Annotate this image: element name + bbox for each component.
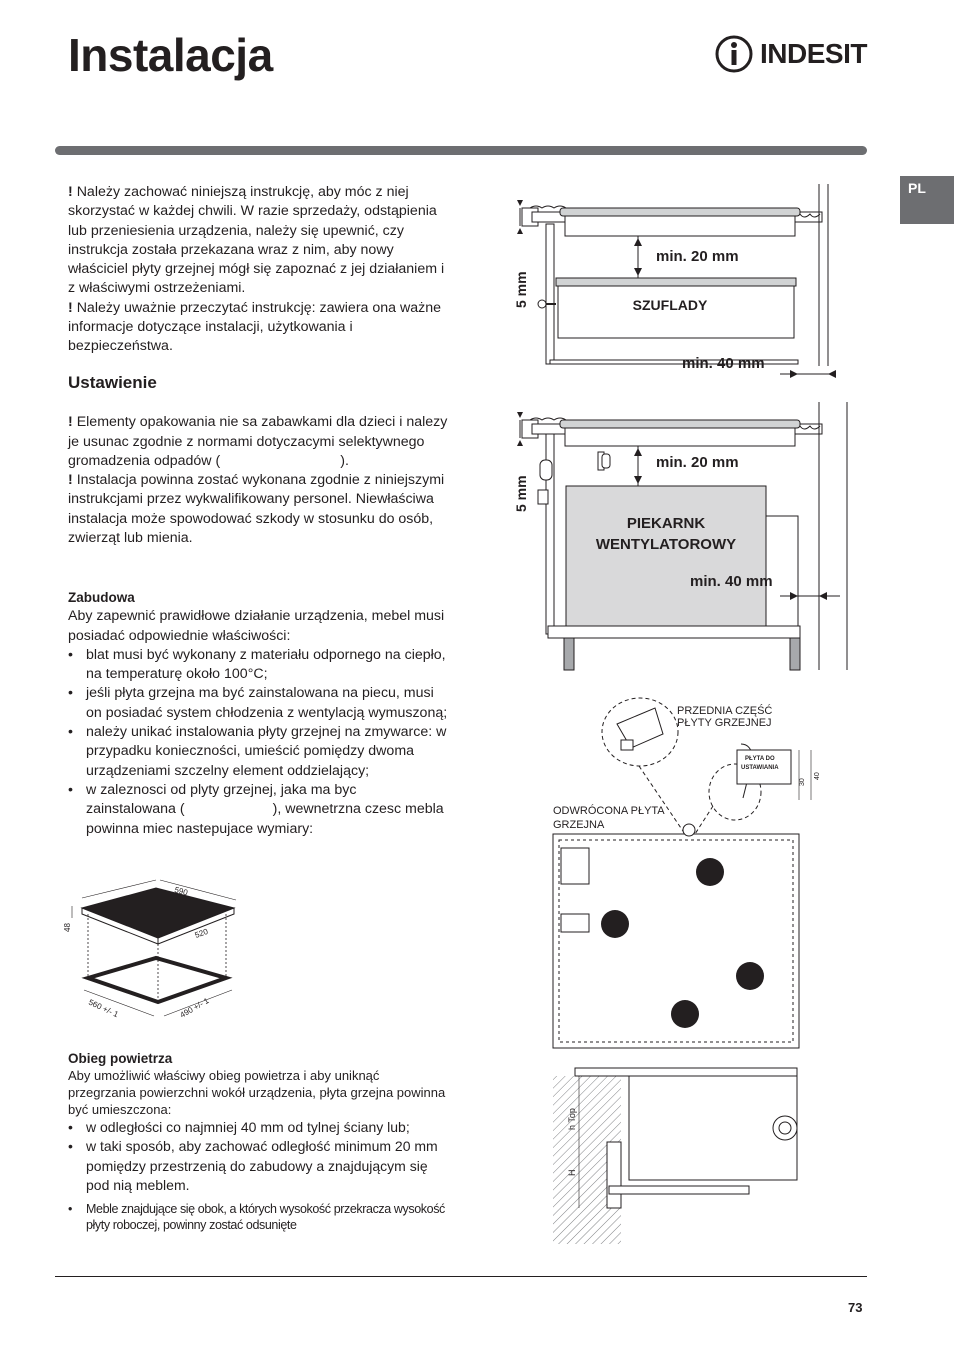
- dim-40: 40: [814, 772, 821, 780]
- dim-cut-depth: 490 +/- 1: [178, 996, 211, 1020]
- drawer-clearance-diagram: [510, 180, 850, 390]
- dim-min-40: min. 40 mm: [682, 355, 765, 372]
- zabudowa-list: [68, 646, 448, 839]
- list-item: • w zaleznosci od plyty grzejnej, jaka ma byc zainstalowana ( ), wewnetrzna czesc mebla powinna miec nastepujace wymiary:: [68, 781, 448, 839]
- obieg-intro: Aby umożliwić właściwy obieg powietrza i aby uniknąć przegrzania powierzchni wokół urządzenia, płyta grzejna powinna być umieszczona:: [68, 1068, 446, 1117]
- header-divider: [55, 146, 867, 155]
- page-number: 73: [848, 1300, 863, 1315]
- indesit-logo-icon: [714, 34, 754, 74]
- intro-section: [68, 183, 448, 357]
- dim-depth: 520: [193, 926, 210, 940]
- dim-min-40: min. 40 mm: [690, 573, 773, 590]
- dim-5mm: 5 mm: [513, 475, 529, 512]
- obieg-list: [68, 1118, 448, 1195]
- list-item: • blat musi być wykonany z materiału odpornego na ciepło, na temperaturę około 100°C;: [68, 646, 448, 685]
- zabudowa-section: [68, 588, 448, 839]
- dim-cut-width: 560 +/- 1: [87, 997, 120, 1020]
- intro-paragraph: ! Należy uważnie przeczytać instrukcję: zawiera ona ważne informacje dotyczące instalacji, użytkowania i bezpieczeństwa.: [68, 299, 441, 355]
- front-label-line1: PRZEDNIA CZĘŚĆ: [677, 705, 773, 717]
- installation-paragraph: ! Instalacja powinna zostać wykonana zgodnie z niniejszymi instrukcjami przez wykwalifikowany personel. Niewłaściwa instalacja może spowodować szkody w stosunku do osób, zwierząt lub mienia.: [68, 472, 445, 547]
- dim-min-20: min. 20 mm: [656, 454, 739, 471]
- list-item: • należy unikać instalowania płyty grzejnej na zmywarce: w przypadku konieczności, umieścić pomiędzy dwoma urządzeniami szczelny element oddzielający;: [68, 723, 448, 781]
- dim-width: 590: [173, 885, 189, 898]
- dim-h: H: [567, 1169, 577, 1176]
- plate-label-line1: PŁYTA DO: [745, 756, 775, 762]
- plate-label-line2: USTAWIANIA: [741, 765, 779, 771]
- oven-label-line1: PIEKARNK: [626, 515, 706, 532]
- packaging-paragraph: ! Elementy opakowania nie sa zabawkami dla dzieci i nalezy je usunac zgodnie z normami dotyczacymi selektywnego gromadzenia odpadów ( ).: [68, 414, 448, 469]
- dim-5mm: 5 mm: [513, 271, 529, 308]
- dim-height: 48: [63, 923, 72, 932]
- inverted-label-line2: GRZEJNA: [553, 819, 605, 831]
- cross-section-diagram: [545, 1062, 800, 1247]
- list-item: • w taki sposób, aby zachować odległość minimum 20 mm pomiędzy przestrzenią do zabudowy a znajdującym się pod nią meblem.: [68, 1137, 448, 1195]
- hob-underside-diagram: [545, 694, 830, 1054]
- obieg-note-list: [68, 1201, 448, 1233]
- brand-name: INDESIT: [760, 38, 867, 69]
- zabudowa-intro: Aby zapewnić prawidłowe działanie urządzenia, mebel musi posiadać odpowiednie właściwości:: [68, 608, 445, 644]
- inverted-label-line1: ODWRÓCONA PŁYTA: [553, 805, 665, 817]
- brand-logo: [714, 34, 867, 74]
- ustawienie-section: [68, 373, 448, 548]
- oven-clearance-diagram: [510, 398, 850, 678]
- subsection-heading: Obieg powietrza: [68, 1051, 173, 1066]
- footer-divider: [55, 1276, 867, 1277]
- section-heading: Ustawienie: [68, 373, 157, 392]
- dim-min-20: min. 20 mm: [656, 248, 739, 265]
- drawer-label: SZUFLADY: [632, 297, 708, 313]
- dim-h-top: h Top: [567, 1108, 577, 1130]
- dim-30: 30: [799, 778, 806, 786]
- list-item: • Meble znajdujące się obok, a których wysokość przekracza wysokość płyty roboczej, powinny zostać odsunięte: [68, 1201, 448, 1233]
- cutout-dimensions-diagram: [64, 878, 244, 1028]
- front-label-line2: PŁYTY GRZEJNEJ: [677, 717, 772, 729]
- obieg-section: [68, 1050, 448, 1233]
- list-item: • jeśli płyta grzejna ma być zainstalowana na piecu, musi on posiadać system chłodzenia z wentylacją wymuszoną;: [68, 684, 448, 723]
- list-item: • w odległości co najmniej 40 mm od tylnej ściany lub;: [68, 1118, 448, 1137]
- subsection-heading: Zabudowa: [68, 590, 135, 605]
- oven-label-line2: WENTYLATOROWY: [595, 536, 737, 553]
- language-tab: PL: [900, 176, 954, 224]
- page-title: Instalacja: [68, 29, 273, 81]
- intro-paragraph: ! Należy zachować niniejszą instrukcję, aby móc z niej skorzystać w każdej chwili. W razie sprzedaży, odstąpienia lub przeniesienia urządzenia, należy się upewnić, czy instrukcja została przekazana wraz z nim, aby nowy właściciel płyty grzejnej mógł się zapoznać z jej działaniem i z właściwymi ostrzeżeniami.: [68, 184, 445, 297]
